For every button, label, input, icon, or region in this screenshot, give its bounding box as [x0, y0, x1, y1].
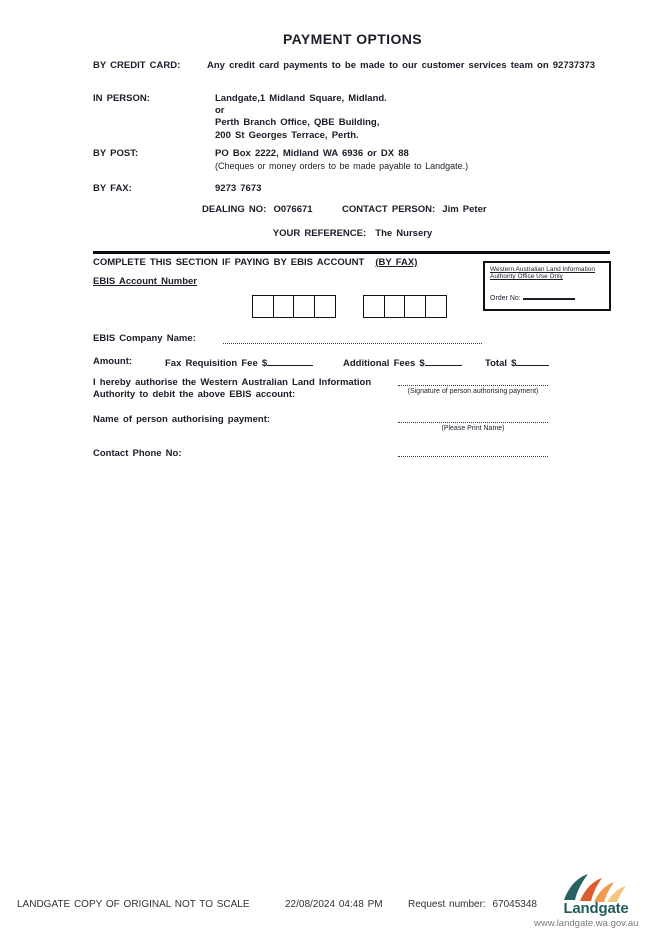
your-reference-label: YOUR REFERENCE:	[272, 228, 367, 239]
office-use-line2: Authority Office Use Only	[490, 273, 563, 280]
landgate-website: www.landgate.wa.gov.au	[534, 918, 639, 929]
total-label: Total $	[485, 358, 517, 369]
total-field[interactable]	[516, 356, 549, 366]
ebis-account-cell[interactable]	[293, 295, 315, 318]
ebis-heading-byfax: (BY FAX)	[375, 257, 418, 268]
ebis-section-heading	[93, 257, 417, 269]
footer-datetime: 22/08/2024 04:48 PM	[285, 899, 383, 910]
dealing-no-label: DEALING NO:	[202, 204, 267, 215]
company-name-field[interactable]	[223, 333, 482, 344]
additional-fees-group	[343, 356, 462, 370]
ebis-account-cell[interactable]	[252, 295, 274, 318]
fax-fee-label: Fax Requisition Fee $	[165, 358, 268, 369]
authorise-statement	[93, 377, 393, 401]
dealing-no	[202, 204, 313, 216]
ebis-account-cell[interactable]	[404, 295, 426, 318]
signature-hint: (Signature of person authorising payment)	[407, 388, 539, 395]
credit-card-text: Any credit card payments to be made to our customer services team on 92737373	[207, 60, 596, 71]
authorising-name-label: Name of person authorising payment:	[93, 414, 271, 425]
footer-request	[408, 899, 537, 910]
company-name-label: EBIS Company Name:	[93, 333, 196, 344]
address-line: 200 St Georges Terrace, Perth.	[215, 129, 359, 141]
in-person-label: IN PERSON:	[93, 93, 150, 104]
office-use-line1: Western Australian Land Information	[490, 266, 596, 273]
ebis-account-number-label: EBIS Account Number	[93, 276, 197, 287]
additional-fees-label: Additional Fees $	[343, 358, 425, 369]
landgate-logo-icon	[561, 874, 631, 902]
ebis-account-cell[interactable]	[425, 295, 447, 318]
contact-person	[342, 204, 487, 216]
landgate-swoosh-icon	[561, 874, 631, 902]
authorise-line1: I hereby authorise the Western Australian Land Information	[93, 377, 372, 388]
signature-field[interactable]	[398, 375, 548, 386]
ebis-account-cell[interactable]	[314, 295, 336, 318]
fax-fee-group	[165, 356, 313, 370]
office-use-box	[483, 261, 611, 311]
authorising-name-field[interactable]	[398, 412, 548, 423]
contact-phone-label: Contact Phone No:	[93, 448, 182, 459]
ebis-account-cell[interactable]	[363, 295, 385, 318]
landgate-wordmark: Landgate	[563, 900, 629, 917]
your-reference	[93, 228, 612, 240]
address-line: or	[215, 105, 225, 117]
order-no-row	[490, 291, 604, 302]
amount-label: Amount:	[93, 356, 133, 367]
by-post-label: BY POST:	[93, 148, 139, 159]
ebis-account-cell[interactable]	[384, 295, 406, 318]
additional-fees-field[interactable]	[425, 356, 462, 366]
total-group	[485, 356, 549, 370]
ebis-account-cell[interactable]	[273, 295, 295, 318]
contact-person-value: Jim Peter	[442, 204, 487, 215]
authorise-line2: Authority to debit the above EBIS account:	[93, 389, 296, 401]
section-divider	[93, 251, 610, 254]
dealing-no-value: O076671	[273, 204, 313, 215]
footer-notice: LANDGATE COPY OF ORIGINAL NOT TO SCALE	[17, 899, 250, 910]
fax-fee-field[interactable]	[267, 356, 313, 366]
in-person-address	[215, 93, 387, 142]
ebis-heading-text: COMPLETE THIS SECTION IF PAYING BY EBIS ACCOUNT	[93, 257, 365, 268]
address-line: Landgate,1 Midland Square, Midland.	[215, 93, 387, 104]
contact-person-label: CONTACT PERSON:	[342, 204, 436, 215]
order-no-field[interactable]	[523, 291, 575, 300]
request-number-value: 67045348	[492, 899, 537, 910]
credit-card-label: BY CREDIT CARD:	[93, 60, 181, 71]
print-name-hint: (Please Print Name)	[441, 425, 505, 432]
your-reference-value: The Nursery	[375, 228, 433, 239]
by-post-address: PO Box 2222, Midland WA 6936 or DX 88	[215, 148, 409, 159]
request-number-label: Request number:	[408, 899, 486, 910]
contact-phone-field[interactable]	[398, 446, 548, 457]
order-no-label: Order No:	[490, 295, 521, 302]
page-title: PAYMENT OPTIONS	[282, 31, 423, 47]
ebis-account-cells-group1	[252, 295, 336, 318]
ebis-account-cells-group2	[363, 295, 447, 318]
by-post-note: (Cheques or money orders to be made payable to Landgate.)	[215, 161, 469, 171]
by-fax-label: BY FAX:	[93, 183, 132, 194]
address-line: Perth Branch Office, QBE Building,	[215, 117, 380, 129]
by-fax-number: 9273 7673	[215, 183, 262, 194]
